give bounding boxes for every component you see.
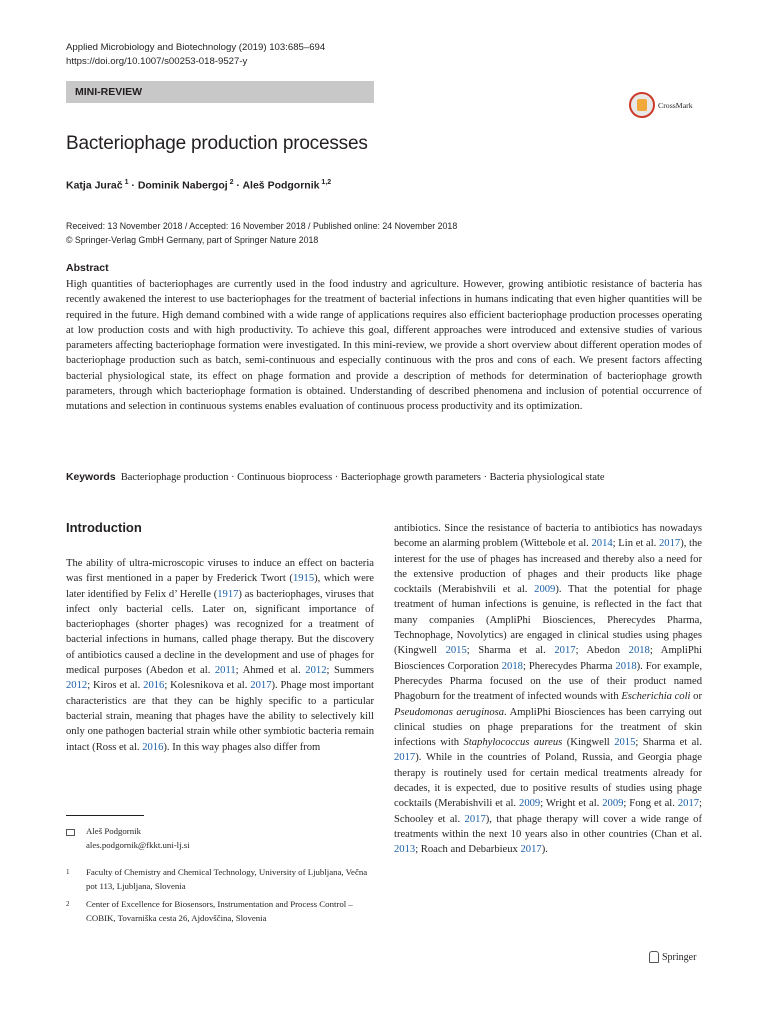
species-name: Pseudomonas aeruginosa	[394, 706, 505, 718]
citation-link[interactable]: 2017	[659, 538, 681, 550]
citation-link[interactable]: 2017	[394, 752, 416, 764]
body-text: or	[690, 691, 702, 703]
section-heading-introduction: Introduction	[66, 520, 142, 535]
body-text: ). That the potential for phage treatment of human infections is genuine, is reflected in the fact that many companies (AmpliPhi Biosciences, Pherecydes Pharma, Technophage, Novolytics) are engaged in clinical studies using phages (Kingwell	[394, 584, 702, 657]
body-text: antibiotics. Since the resistance of bacteria to antibiotics has nowadays become an alarming problem (Wittebole et al.	[394, 523, 702, 550]
keywords-heading: Keywords	[66, 472, 116, 483]
journal-citation: Applied Microbiology and Biotechnology (2019) 103:685–694	[66, 42, 326, 53]
body-text: ), the interest for the use of phages has increased and thereby also a need for the extensive production of phages and their products like phage cocktails (Merabishvili et al.	[394, 538, 702, 596]
affiliation-1-number: 1	[66, 868, 70, 876]
body-text: ), which were later identified by Felix d’ Herelle (	[66, 573, 375, 600]
body-text: ; Abedon	[575, 645, 629, 657]
body-text: ; Pherecydes Pharma	[522, 660, 616, 672]
citation-link[interactable]: 2015	[445, 645, 467, 657]
envelope-icon	[66, 829, 75, 836]
author-separator: ·	[128, 179, 138, 192]
body-text: ). Phage most important characteristics are that they can be highly specific to a particular bacterial strain, meaning that phages have the ability to selectively kill only one pathogen bacterial strain while other symbiotic bacteria remain intact (Ross et al.	[66, 680, 374, 753]
author-affiliation-mark: 1,2	[319, 179, 332, 186]
citation-link[interactable]: 2014	[591, 538, 613, 550]
body-text: ; Schooley et al.	[394, 798, 702, 825]
article-dates	[66, 220, 457, 247]
author-name[interactable]: Katja Jurač	[66, 179, 123, 192]
abstract-heading: Abstract	[66, 262, 109, 274]
body-text: ), that phage therapy will cover a wide range of treatments within the next 10 years also in other countries (Chan et al.	[394, 813, 703, 840]
body-text: ; Fong et al.	[623, 798, 678, 810]
citation-link[interactable]: 2018	[501, 660, 523, 672]
body-text: ) as bacteriophages, viruses that infect only bacterial cells. Later on, significant importance of bacteriophages (shorter phages) was recognized for a treatment of bacterial infections in humans, called phage therapy. But the discovery of antibiotics caused a decline in the development and use of phages for medical purposes (Abedon et al.	[66, 588, 374, 677]
author-affiliation-mark: 2	[227, 179, 234, 186]
body-text: ; Wright et al.	[540, 798, 603, 810]
journal-header	[66, 41, 325, 69]
affiliation-1: Faculty of Chemistry and Chemical Technology, University of Ljubljana, Večna pot 113, Ljubljana, Slovenia	[86, 867, 368, 891]
publisher-name: Springer	[662, 951, 697, 963]
citation-link[interactable]: 2012	[66, 680, 88, 692]
citation-link[interactable]: 1917	[217, 588, 239, 600]
body-text: (Kingwell	[562, 737, 615, 749]
species-name: Staphylococcus aureus	[463, 737, 563, 749]
body-text: ; Kiros et al.	[87, 680, 144, 692]
citation-link[interactable]: 2017	[250, 680, 272, 692]
corresponding-author	[86, 825, 190, 852]
body-text: ).	[541, 844, 548, 856]
affiliation-2: Center of Excellence for Biosensors, Instrumentation and Process Control – COBIK, Tovarniška cesta 26, Ajdovščina, Slovenia	[86, 899, 353, 923]
corresponding-author-name: Aleš Podgornik	[86, 826, 141, 836]
author-name[interactable]: Aleš Podgornik	[242, 179, 320, 192]
body-text: ; Sharma et al.	[466, 645, 555, 657]
body-text: ). In this way phages also differ from	[163, 741, 321, 753]
citation-link[interactable]: 2018	[615, 660, 637, 672]
body-text: ; Kolesnikova et al.	[164, 680, 251, 692]
crossmark-label: CrossMark	[658, 100, 693, 110]
publisher-logo	[649, 951, 696, 963]
citation-link[interactable]: 2012	[305, 665, 327, 677]
citation-link[interactable]: 2018	[628, 645, 650, 657]
article-type-banner: MINI-REVIEW	[66, 81, 374, 103]
body-column-right	[394, 521, 702, 858]
author-name[interactable]: Dominik Nabergoj	[137, 179, 228, 192]
citation-link[interactable]: 2009	[519, 798, 541, 810]
body-paragraph	[66, 556, 374, 755]
article-title: Bacteriophage production processes	[66, 133, 368, 154]
author-affiliation-mark: 1	[122, 179, 129, 186]
body-text: ; AmpliPhi Biosciences Corporation	[394, 645, 703, 672]
citation-link[interactable]: 2017	[554, 645, 576, 657]
body-paragraph	[394, 521, 702, 858]
citation-link[interactable]: 2017	[677, 798, 700, 810]
body-text: ; Summers	[326, 665, 374, 677]
citation-link[interactable]: 2016	[142, 741, 164, 753]
citation-link[interactable]: 2017	[464, 813, 486, 825]
body-text: ; Lin et al.	[612, 538, 659, 550]
crossmark-badge[interactable]	[629, 92, 693, 118]
doi-link[interactable]: https://doi.org/10.1007/s00253-018-9527-y	[66, 56, 248, 67]
citation-link[interactable]: 2017	[520, 844, 542, 856]
citation-link[interactable]: 2011	[214, 665, 236, 677]
citation-link[interactable]: 2009	[602, 798, 624, 810]
publication-history: Received: 13 November 2018 / Accepted: 16 November 2018 / Published online: 24 November 2018	[66, 221, 458, 231]
body-text: The ability of ultra-microscopic viruses to induce an effect on bacteria was first mentioned in a paper by Frederick Twort (	[66, 558, 374, 585]
citation-link[interactable]: 1915	[292, 573, 315, 585]
body-text: ; Ahmed et al.	[235, 665, 306, 677]
citation-link[interactable]: 2009	[534, 584, 556, 596]
affiliation-2-number: 2	[66, 900, 70, 908]
springer-horse-icon	[649, 951, 659, 963]
author-separator: ·	[233, 179, 243, 192]
body-text: ; Sharma et al.	[635, 737, 702, 749]
body-text: . AmpliPhi Biosciences has been carrying out clinical studies on phage preparations for the treatment of skin infections with	[394, 706, 702, 749]
body-text: ; Roach and Debarbieux	[415, 844, 521, 856]
species-name: Escherichia coli	[621, 691, 691, 703]
body-column-left	[66, 556, 374, 755]
copyright-notice: © Springer-Verlag GmbH Germany, part of Springer Nature 2018	[66, 234, 319, 245]
citation-link[interactable]: 2016	[143, 680, 165, 692]
author-list	[66, 179, 331, 192]
abstract-text: High quantities of bacteriophages are currently used in the food industry and agriculture. However, growing antibiotic resistance of bacteria has recently awakened the interest to use bacteriophages for the treatment of bacterial infections in humans indicating that even higher quantities will be required in the future. High demand combined with a wide range of applications requires also efficient bacteriophage production processes operating at low production costs and with high productivity. To achieve this goal, different approaches were introduced and extensive studies of various parameters affecting bacteriophage formation were investigated. In this mini-review, we provide a short overview about different operation modes of bacteriophage production such as batch, semi-continuous and especially continuous with the pros and cons of each. We present factors affecting bacterial physiological state, its effect on phage formation and provide a description of methods for determination of bacteriophage growth parameters, through which bacteriophage formation is obtained. Understanding of described phenomena and inclusion of potential occurrence of mutations and selection in continuous systems enables evaluation of continuous process productivity and its optimization.	[66, 279, 702, 413]
footnote-rule	[66, 815, 144, 816]
corresponding-author-email[interactable]: ales.podgornik@fkkt.uni-lj.si	[86, 839, 190, 850]
keywords-line	[66, 472, 604, 483]
citation-link[interactable]: 2013	[394, 844, 416, 856]
crossmark-icon	[629, 92, 655, 118]
body-text: ). For example, Pherecydes Pharma focused on the use of their product named Phagoburn for the treatment of infected wounds with	[394, 660, 702, 703]
keywords-text: Bacteriophage production · Continuous bioprocess · Bacteriophage growth parameters · Bacteria physiological state	[120, 472, 605, 483]
citation-link[interactable]: 2015	[614, 737, 636, 749]
body-text: ). While in the countries of Poland, Russia, and Georgia phage therapy is routinely used for certain medical treatments already for decades, it is expected, due to positive results of studies using phage cocktails (Merabishvili et al.	[394, 752, 702, 810]
